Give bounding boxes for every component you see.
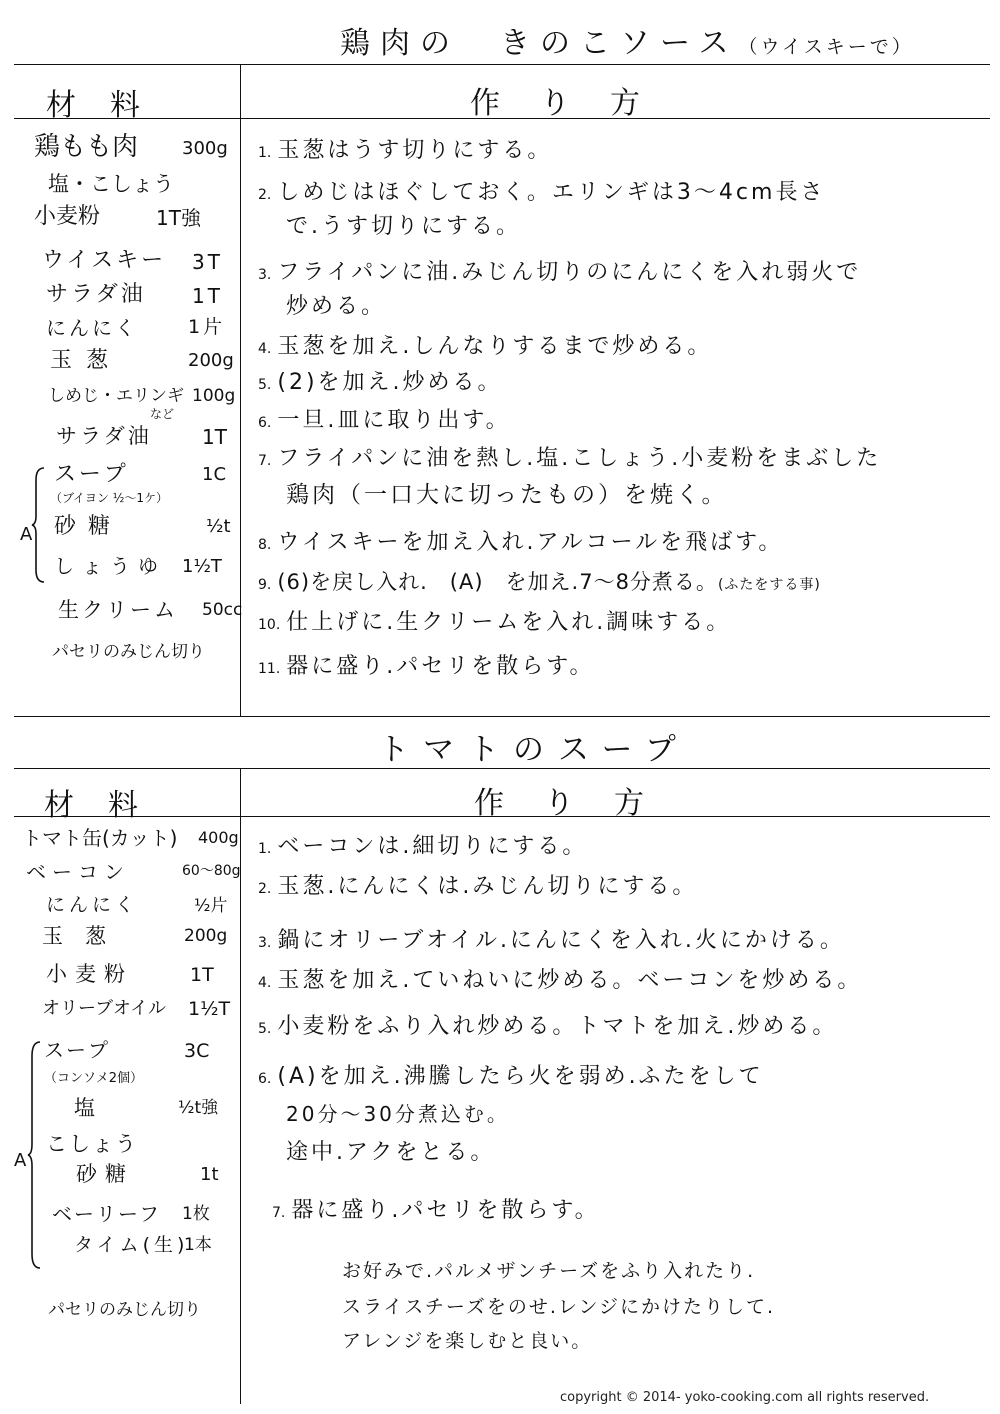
step-item: 5. 小麦粉をふり入れ炒める。トマトを加え.炒める。 — [258, 1014, 838, 1039]
group-brace — [28, 1040, 42, 1270]
step-item: 4. 玉葱を加え.ていねいに炒める。ベーコンを炒める。 — [258, 968, 863, 993]
ingredient-item: サラダ油 1T — [46, 282, 223, 308]
step-item: 3. フライパンに油.みじん切りのにんにくを入れ弱火で — [258, 260, 862, 285]
ingredient-item: オリーブオイル 1½T — [42, 998, 231, 1020]
step-item: 7. 器に盛り.パセリを散らす。 — [272, 1198, 600, 1223]
ingredient-item: しょうゆ 1½T — [54, 554, 222, 578]
ingredient-item: 小麦粉 1T — [46, 962, 214, 986]
ingredient-item: しめじ・エリンギ 100g など — [48, 386, 236, 421]
step-line: 鶏肉（一口大に切ったもの）を焼く。 — [286, 482, 728, 508]
ingredient-item: 小麦粉 1T強 — [34, 204, 201, 230]
ingredient-item: にんにく ½片 — [46, 894, 228, 916]
ingredient-item: タイム(生) 1本 — [74, 1234, 212, 1256]
step-line: 途中.アクをとる。 — [286, 1140, 496, 1165]
ingredient-item: スープ 3C — [44, 1038, 210, 1062]
divider-header-2 — [14, 816, 990, 817]
ingredient-item: 塩 ½t強 — [74, 1096, 219, 1120]
step-item: 2. しめじはほぐしておく。エリンギは3〜4cm長さ — [258, 180, 826, 205]
ingredient-item: 玉葱 200g — [50, 348, 234, 373]
step-line: 炒める。 — [286, 294, 387, 319]
step-item: 5. (2)を加え.炒める。 — [258, 370, 503, 395]
step-item: 8. ウイスキーを加え入れ.アルコールを飛ばす。 — [258, 530, 784, 555]
step-item: 1. 玉葱はうす切りにする。 — [258, 138, 553, 163]
step-item: 6. (A)を加え.沸騰したら火を弱め.ふたをして — [258, 1064, 764, 1089]
ingredient-item: （ブイヨン ½〜1ケ） — [50, 491, 169, 505]
recipe1-ingredients-header: 材料 — [46, 88, 174, 123]
step-item: 9. (6)を戻し入れ. (A) を加え.7〜8分煮る。(ふたをする事) — [258, 570, 821, 594]
ingredient-item: 鶏もも肉 300g — [34, 132, 228, 162]
ingredient-item: ベーコン 60〜80g — [26, 860, 241, 884]
recipe2-method-header: 作り方 — [474, 786, 684, 821]
step-item: 2. 玉葱.にんにくは.みじん切りにする。 — [258, 874, 698, 899]
divider-top-2 — [14, 768, 990, 769]
step-item: 1. ベーコンは.細切りにする。 — [258, 834, 588, 859]
recipe1-title: 鶏肉の きのこソース（ウイスキーで） — [340, 26, 914, 61]
ingredient-item: パセリのみじん切り — [52, 642, 205, 662]
group-brace — [32, 466, 46, 584]
ingredient-item: トマト缶(カット) 400g — [22, 826, 239, 850]
ingredient-item: パセリのみじん切り — [48, 1300, 201, 1320]
ingredient-item: 玉葱 200g — [42, 924, 228, 948]
recipe2-title: トマトのスープ — [378, 732, 690, 768]
step-item: 10. 仕上げに.生クリームを入れ.調味する。 — [258, 610, 732, 635]
ingredient-item: にんにく 1片 — [46, 316, 226, 340]
step-item: 4. 玉葱を加え.しんなりするまで炒める。 — [258, 334, 713, 359]
step-item: 6. 一旦.皿に取り出す。 — [258, 408, 511, 433]
ingredient-item: 塩・こしょう — [48, 172, 174, 196]
recipe1-title-sub: （ウイスキーで） — [738, 36, 914, 58]
ingredient-item: （コンソメ2個） — [44, 1071, 144, 1086]
divider-top — [14, 64, 990, 65]
step-item: 7. フライパンに油を熱し.塩.こしょう.小麦粉をまぶした — [258, 446, 882, 471]
group-label-a: A — [14, 1150, 27, 1171]
divider-between-recipes — [14, 716, 990, 717]
ingredient-item: ベーリーフ 1枚 — [52, 1202, 210, 1226]
step-item: 3. 鍋にオリーブオイル.にんにくを入れ.火にかける。 — [258, 928, 845, 953]
note-line: スライスチーズをのせ.レンジにかけたりして. — [342, 1296, 776, 1318]
step-item: 11. 器に盛り.パセリを散らす。 — [258, 654, 595, 679]
note-line: アレンジを楽しむと良い。 — [342, 1330, 593, 1352]
note-line: お好みで.パルメザンチーズをふり入れたり. — [342, 1260, 756, 1282]
recipe2-ingredients-header: 材料 — [44, 788, 172, 823]
step-aside: (ふたをする事) — [717, 577, 821, 593]
step-line: 20分〜30分煮込む。 — [286, 1102, 510, 1126]
ingredient-item: サラダ油 1T — [56, 424, 227, 449]
ingredient-item: スープ 1C — [54, 462, 227, 487]
ingredient-item: 生クリーム 50cc — [58, 598, 243, 622]
ingredient-item: 砂糖 ½t — [54, 514, 231, 539]
ingredient-item: こしょう — [46, 1132, 138, 1156]
divider-header-1 — [14, 118, 990, 119]
copyright-text: copyright © 2014- yoko-cooking.com all rights reserved. — [560, 1390, 930, 1405]
recipe1-method-header: 作り方 — [470, 86, 680, 121]
ingredient-item: ウイスキー 3T — [42, 248, 223, 274]
ingredient-item: 砂糖 1t — [76, 1162, 219, 1186]
step-line: で.うす切りにする。 — [286, 214, 521, 239]
group-label-a: A — [20, 524, 33, 545]
